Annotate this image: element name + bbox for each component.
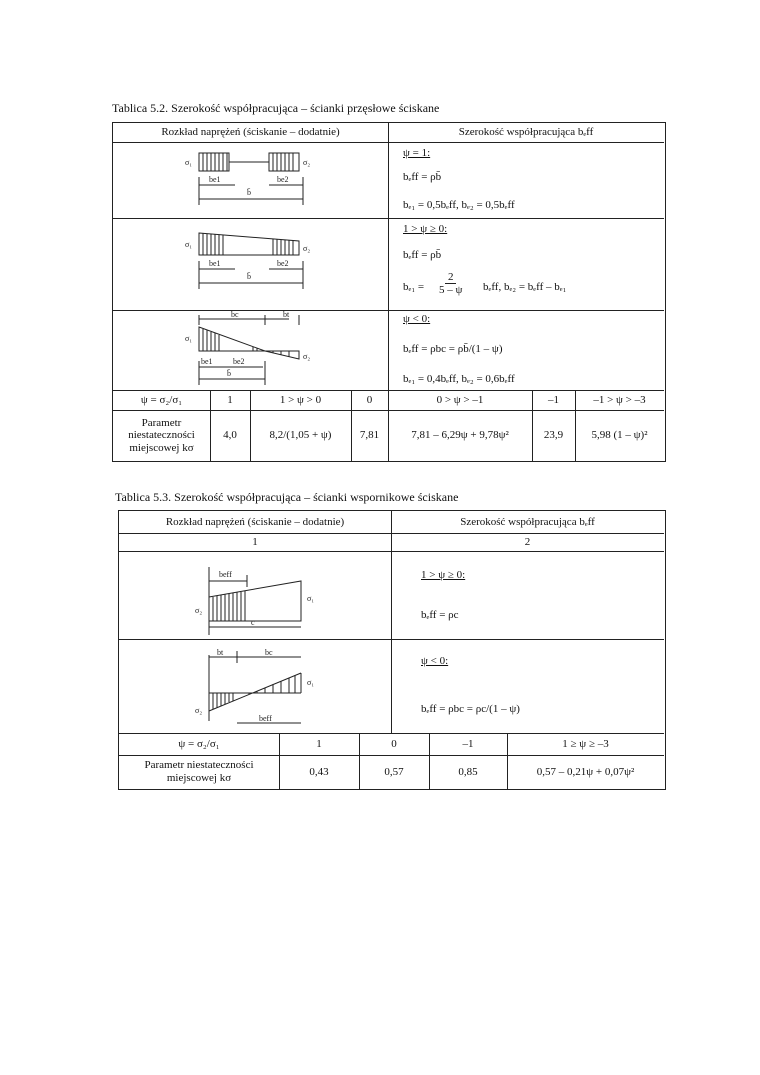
sigma2-label: σ₂	[303, 244, 311, 253]
sigma2-label: σ₂	[195, 606, 203, 615]
condition-psi-lt-0: ψ < 0:	[403, 313, 431, 325]
table-5-2-caption: Tablica 5.2. Szerokość współpracująca – ścianki przęsłowe ściskane	[112, 101, 440, 115]
column-number-2: 2	[524, 535, 531, 548]
formula-beff-rho-c: bₑff = ρc	[421, 609, 459, 621]
be1-label: be1	[209, 259, 221, 268]
sigma2-label: σ₂	[195, 706, 203, 715]
k-row-label: Parametr niestateczności miejscowej kσ	[144, 759, 254, 784]
beff-label: beff	[219, 570, 232, 579]
bt-label: bt	[217, 648, 224, 657]
c-label: c	[251, 618, 255, 627]
stress-diagram-mixed	[173, 310, 353, 389]
formula-beff-rho-bc: bₑff = ρbc = ρc/(1 – ψ)	[421, 703, 520, 715]
table-5-3-header-right: Szerokość współpracująca bₑff	[460, 515, 595, 528]
k-row-value: 4,0	[223, 429, 237, 442]
psi-row-value: 0	[391, 737, 397, 750]
sigma1-label: σ₁	[307, 594, 315, 603]
sigma1-label: σ₁	[185, 334, 193, 343]
psi-row-value: 1	[316, 737, 322, 750]
bc-label: bc	[231, 310, 239, 319]
condition-psi-between-1-0: 1 > ψ ≥ 0:	[403, 223, 448, 235]
k-row-value: 5,98 (1 – ψ)²	[591, 429, 648, 442]
fraction-2-over-5-psi	[439, 271, 462, 296]
k-row-value: 0,57	[384, 765, 404, 778]
sigma1-label: σ₁	[307, 678, 315, 687]
psi-row-label: ψ = σ₂/σ₁	[178, 737, 220, 750]
psi-row-value: 0 > ψ > –1	[436, 393, 484, 406]
table-5-2-header-right: Szerokość współpracująca bₑff	[458, 126, 594, 139]
stress-diagram-uniform	[173, 147, 353, 217]
condition-psi-between-1-0: 1 > ψ ≥ 0:	[421, 569, 466, 581]
table-5-2-header-left: Rozkład naprężeń (ściskanie – dodatnie)	[161, 126, 340, 139]
formula-be1-suffix: bₑff, bₑ₂ = bₑff – bₑ₁	[483, 281, 567, 293]
table-5-3-caption: Tablica 5.3. Szerokość współpracująca – ścianki wspornikowe ściskane	[115, 490, 459, 504]
b-label: b̄	[227, 369, 231, 378]
stress-diagram-outstand-linear	[189, 561, 369, 637]
b-label: b̄	[247, 188, 251, 197]
fraction-numerator: 2	[445, 271, 457, 284]
formula-beff-rho-bc: bₑff = ρbc = ρb̄/(1 – ψ)	[403, 343, 503, 355]
be2-label: be2	[277, 259, 289, 268]
bt-label: bt	[283, 310, 290, 319]
k-row-value: 0,85	[458, 765, 478, 778]
psi-row-value: 1 > ψ > 0	[279, 393, 322, 406]
psi-row-value: 0	[366, 393, 373, 406]
sigma2-label: σ₂	[303, 352, 311, 361]
k-row-value: 7,81 – 6,29ψ + 9,78ψ²	[411, 429, 509, 442]
formula-beff-rho-b: bₑff = ρb̄	[403, 171, 442, 183]
be1-label: be1	[209, 175, 221, 184]
formula-be1-prefix: bₑ₁ =	[403, 281, 425, 293]
sigma2-label: σ₂	[303, 158, 311, 167]
condition-psi-eq-1: ψ = 1:	[403, 147, 431, 159]
condition-psi-lt-0: ψ < 0:	[421, 655, 449, 667]
formula-be1-be2: bₑ₁ = 0,4bₑff, bₑ₂ = 0,6bₑff	[403, 373, 515, 385]
table-5-3-header-left: Rozkład naprężeń (ściskanie – dodatnie)	[165, 515, 345, 528]
column-number-1: 1	[252, 535, 258, 548]
table-5-3	[118, 510, 666, 790]
sigma1-label: σ₁	[185, 240, 193, 249]
psi-row-value: 1	[227, 393, 233, 406]
psi-row-value: 1 ≥ ψ ≥ –3	[562, 737, 609, 750]
formula-beff-rho-b: bₑff = ρb̄	[403, 249, 442, 261]
fraction-denominator: 5 – ψ	[439, 284, 463, 296]
be2-label: be2	[277, 175, 289, 184]
stress-diagram-outstand-mixed	[189, 645, 369, 731]
table-5-2	[112, 122, 666, 462]
psi-row-value: –1	[462, 737, 474, 750]
be1-label: be1	[201, 357, 213, 366]
k-row-value: 23,9	[543, 429, 564, 442]
psi-row-value: –1 > ψ > –3	[593, 393, 646, 406]
stress-diagram-linear	[173, 227, 353, 303]
psi-row-value: –1	[548, 393, 559, 406]
k-row-value: 8,2/(1,05 + ψ)	[269, 429, 332, 442]
formula-be1-be2: bₑ₁ = 0,5bₑff, bₑ₂ = 0,5bₑff	[403, 199, 515, 211]
be2-label: be2	[233, 357, 245, 366]
k-row-value: 0,57 – 0,21ψ + 0,07ψ²	[536, 765, 635, 778]
k-row-label: Parametr niestateczności miejscowej kσ	[128, 416, 195, 454]
k-row-value: 0,43	[309, 765, 329, 778]
k-row-value: 7,81	[359, 429, 380, 442]
beff-label: beff	[259, 714, 272, 723]
psi-row-label: ψ = σ₂/σ₁	[140, 393, 183, 406]
sigma1-label: σ₁	[185, 158, 193, 167]
b-label: b̄	[247, 272, 251, 281]
bc-label: bc	[265, 648, 273, 657]
